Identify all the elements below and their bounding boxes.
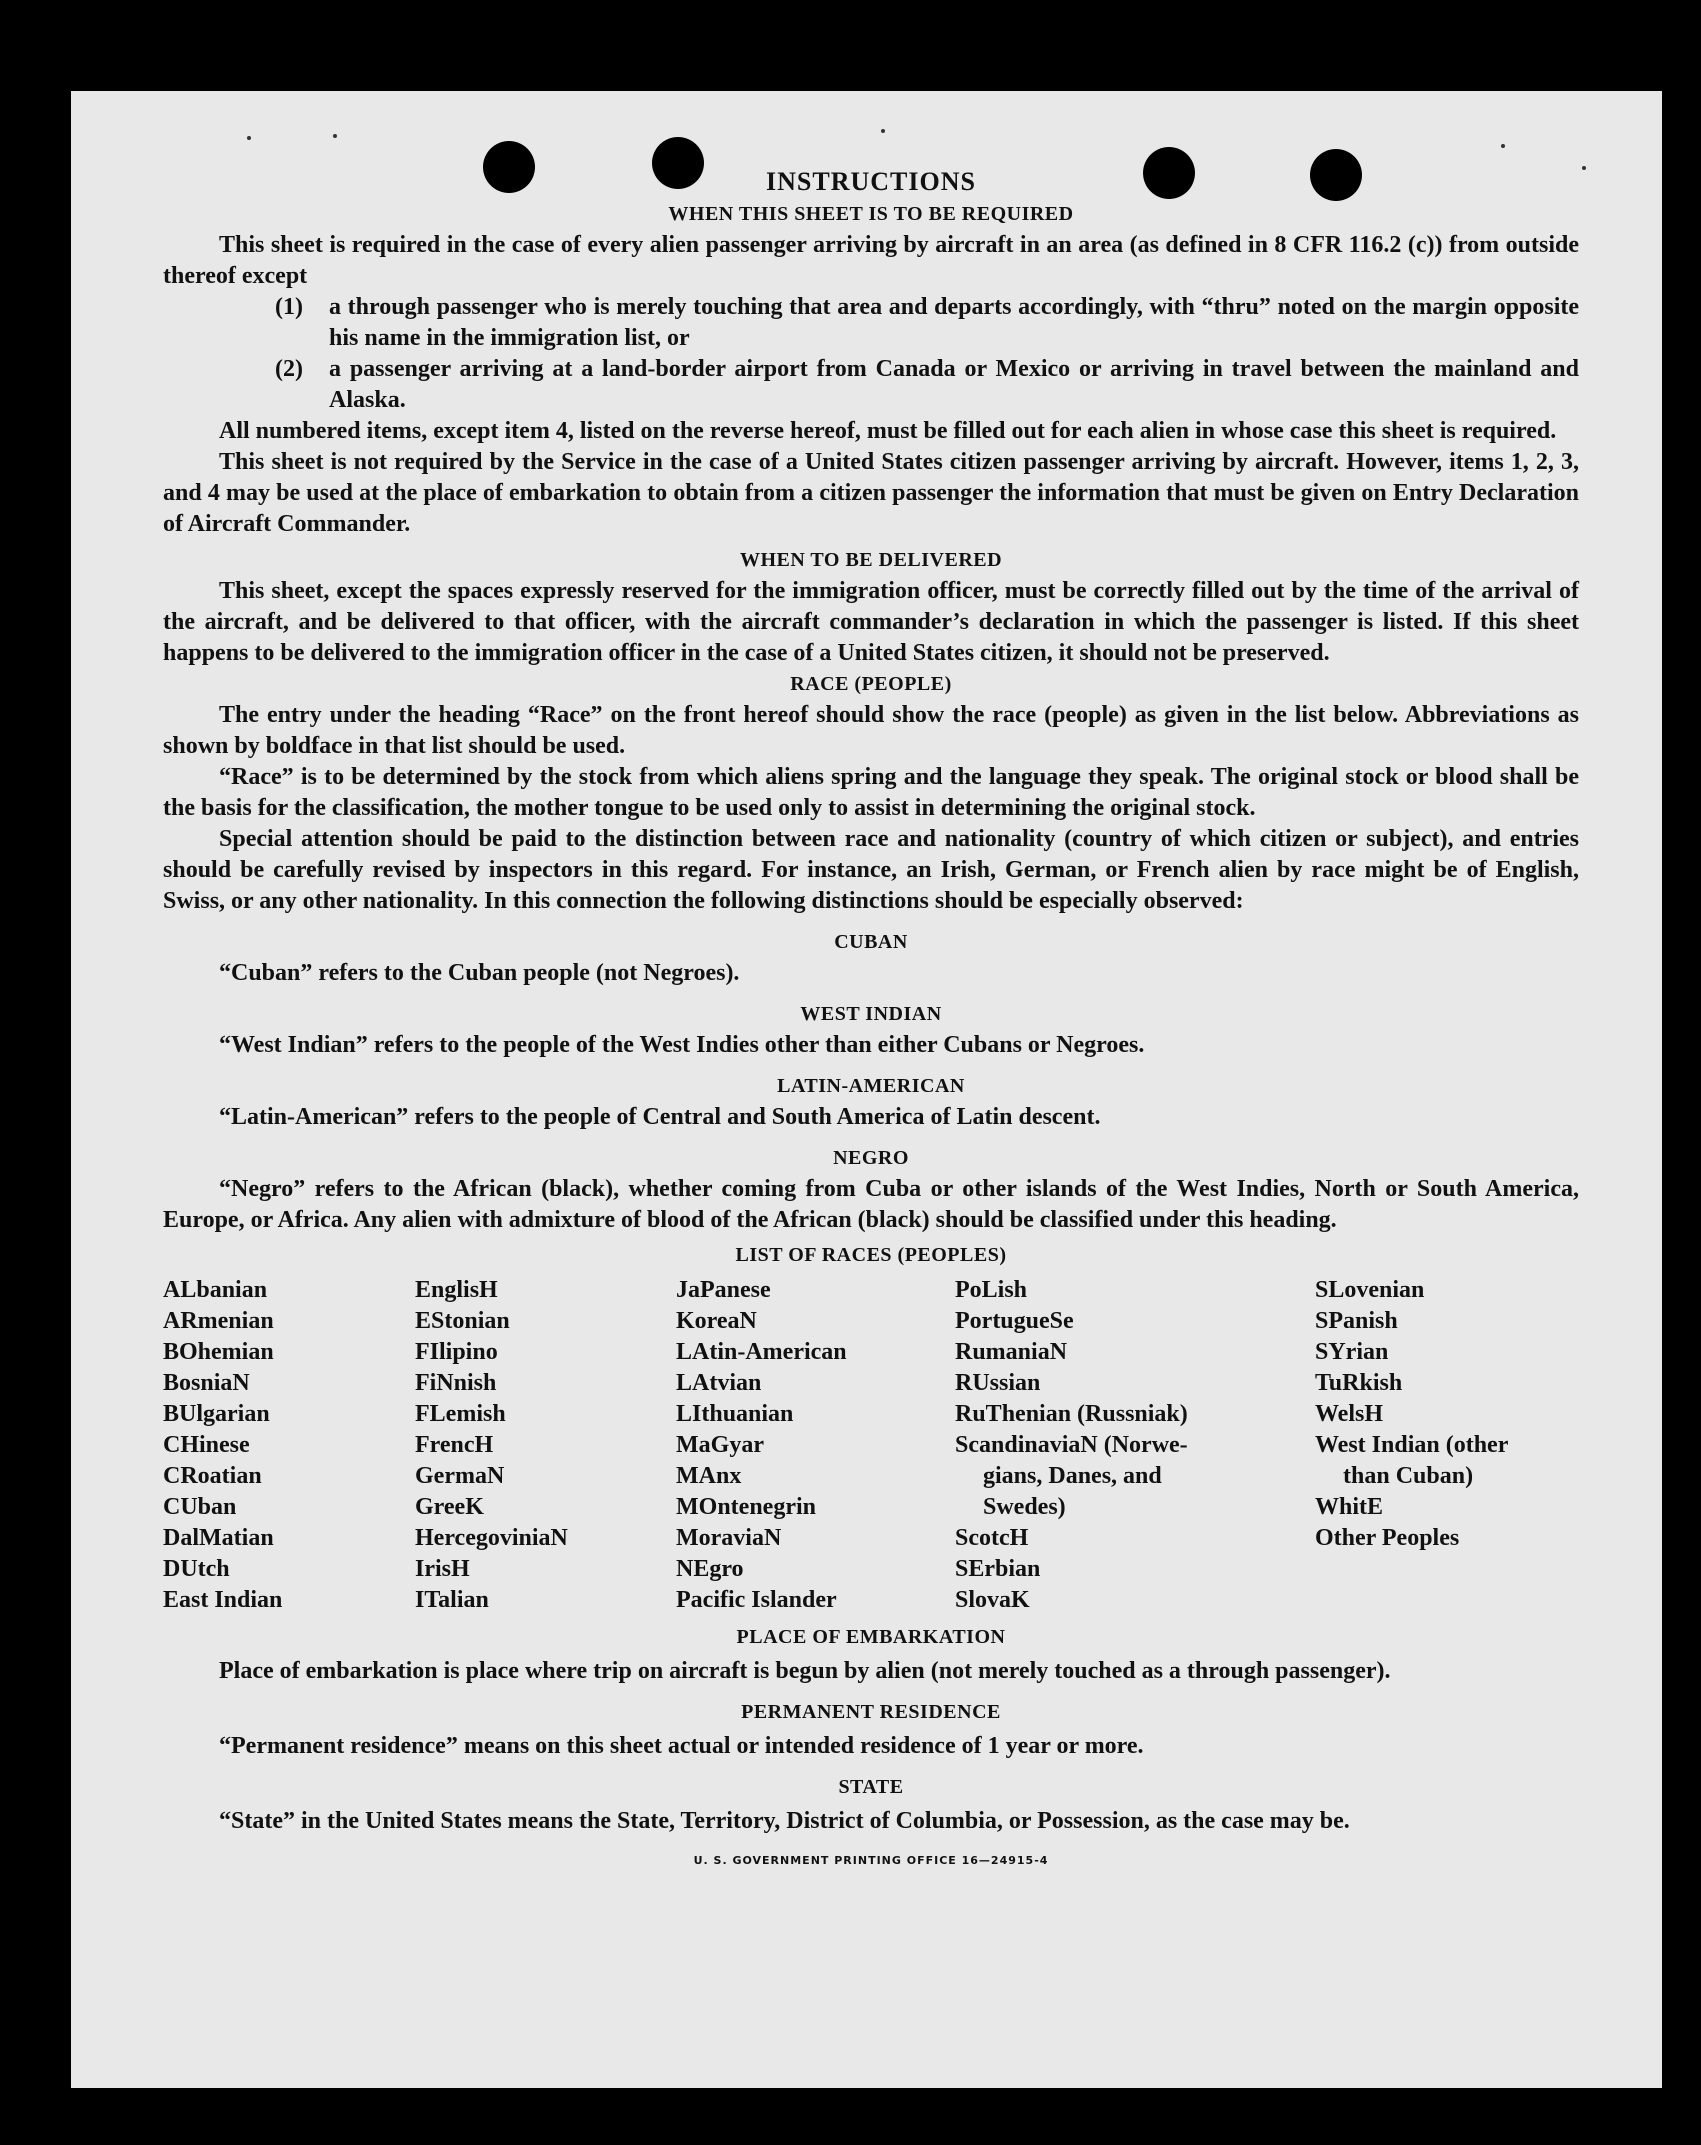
race-entry: MAnx [676,1463,742,1489]
races-column-4 [955,1275,1315,1616]
race-entry: IrisH [415,1556,470,1582]
race-entry: FrencH [415,1432,494,1458]
paragraph-state: “State” in the United States means the State, Territory, District of Columbia, or Possession, as the case may be. [219,1808,1350,1834]
exception-number: (2) [275,356,303,382]
distinction-heading-latin-american: LATIN-AMERICAN [777,1075,965,1097]
speck-mark [1501,144,1505,148]
race-entry: LAtin-American [676,1339,847,1365]
race-entry: West Indian (other [1315,1432,1509,1458]
race-entry: SlovaK [955,1587,1030,1613]
distinction-text-cuban: “Cuban” refers to the Cuban people (not Negroes). [219,960,740,986]
race-entry: RumaniaN [955,1339,1068,1365]
document-sheet [71,91,1662,2088]
distinction-heading-west-indian: WEST INDIAN [800,1003,942,1025]
race-entry: ScotcH [955,1525,1029,1551]
race-entry: BosniaN [163,1370,250,1396]
race-entry: FiNnish [415,1370,497,1396]
race-entry: EStonian [415,1308,510,1334]
paragraph-numbered-items: All numbered items, except item 4, listed on the reverse hereof, must be filled out for each alien in whose case this sheet is required. [219,418,1557,444]
paragraph-race-entry: The entry under the heading “Race” on the front hereof should show the race (people) as given in the list below. Abbreviations as shown by boldface in that list should be used. [163,702,1579,759]
races-list [163,1275,1579,1616]
paragraph-required-intro: This sheet is required in the case of every alien passenger arriving by aircraft in an area (as defined in 8 CFR 116.2 (c)) from outside thereof except [163,232,1579,289]
speck-mark [333,134,337,138]
distinction-heading-negro: NEGRO [833,1147,909,1169]
paragraph-residence: “Permanent residence” means on this sheet actual or intended residence of 1 year or more. [219,1733,1144,1759]
race-entry: Pacific Islander [676,1587,837,1613]
distinction-heading-cuban: CUBAN [834,931,908,953]
race-entry: SErbian [955,1556,1041,1582]
race-entry: WelsH [1315,1401,1384,1427]
page-title: INSTRUCTIONS [766,167,976,196]
race-entry: GermaN [415,1463,505,1489]
race-entry: SPanish [1315,1308,1398,1334]
race-entry: East Indian [163,1587,283,1613]
race-entry: DalMatian [163,1525,274,1551]
race-entry: ALbanian [163,1277,268,1303]
race-entry: ScandinaviaN (Norwe- [955,1432,1188,1458]
races-column-5 [1315,1275,1579,1616]
exception-number: (1) [275,294,303,320]
race-entry: MaGyar [676,1432,764,1458]
race-entry: Swedes) [983,1494,1066,1520]
section-heading-delivered: WHEN TO BE DELIVERED [739,549,1003,571]
race-entry: TuRkish [1315,1370,1403,1396]
section-heading-race: RACE (PEOPLE) [790,673,952,695]
race-entry: Other Peoples [1315,1525,1460,1551]
race-entry: WhitE [1315,1494,1384,1520]
race-entry: FIlipino [415,1339,498,1365]
race-entry: SLovenian [1315,1277,1425,1303]
paragraph-race-definition: “Race” is to be determined by the stock from which aliens spring and the language they speak. The original stock or blood shall be the basis for the classification, the mother tongue to be used only to assist in determining the original stock. [163,764,1579,821]
section-heading-embarkation: PLACE OF EMBARKATION [736,1626,1006,1648]
paragraph-delivered: This sheet, except the spaces expressly reserved for the immigration officer, must be correctly filled out by the time of the arrival of the aircraft, and be delivered to that officer, with the aircraft commander’s declaration in which the passenger is listed. If this sheet happens to be delivered to the immigration officer in the case of a United States citizen, it should not be preserved. [163,578,1579,666]
race-entry: BUlgarian [163,1401,270,1427]
exception-text: a passenger arriving at a land-border airport from Canada or Mexico or arriving in travel between the mainland and Alaska. [329,356,1579,413]
exception-text: a through passenger who is merely touching that area and departs accordingly, with “thru” noted on the margin opposite his name in the immigration list, or [329,294,1579,351]
printer-imprint: U. S. GOVERNMENT PRINTING OFFICE 16—24915-4 [693,1854,1049,1867]
exception-item-1 [163,292,1579,354]
race-entry: gians, Danes, and [983,1463,1162,1489]
race-entry: CRoatian [163,1463,262,1489]
instructions-content [163,165,1579,1876]
section-heading-required: WHEN THIS SHEET IS TO BE REQUIRED [668,203,1074,225]
section-heading-residence: PERMANENT RESIDENCE [741,1701,1001,1723]
paragraph-citizen-passenger: This sheet is not required by the Service in the case of a United States citizen passenger arriving by aircraft. However, items 1, 2, 3, and 4 may be used at the place of embarkation to obtain from a citizen passenger the information that must be given on Entry Declaration of Aircraft Commander. [163,449,1579,537]
paragraph-race-nationality: Special attention should be paid to the distinction between race and nationality (country of which citizen or subject), and entries should be carefully revised by inspectors in this regard. For instance, an Irish, German, or French alien by race might be of English, Swiss, or any other nationality. In this connection the following distinctions should be especially observed: [163,826,1579,914]
race-entry: ARmenian [163,1308,274,1334]
distinction-text-latin-american: “Latin-American” refers to the people of Central and South America of Latin descent. [219,1104,1101,1130]
race-entry: RuThenian (Russniak) [955,1401,1188,1427]
distinction-text-negro: “Negro” refers to the African (black), whether coming from Cuba or other islands of the West Indies, North or South America, Europe, or Africa. Any alien with admixture of blood of the African (black) should be classified under this heading. [163,1176,1579,1233]
race-entry: MoraviaN [676,1525,782,1551]
speck-mark [1582,166,1586,170]
race-entry: ITalian [415,1587,489,1613]
race-entry: BOhemian [163,1339,274,1365]
speck-mark [881,129,885,133]
section-heading-state: STATE [838,1776,904,1798]
race-entry: than Cuban) [1343,1463,1474,1489]
races-column-2 [415,1275,676,1616]
races-list-heading: LIST OF RACES (PEOPLES) [735,1244,1007,1266]
races-column-3 [676,1275,955,1616]
paragraph-embarkation: Place of embarkation is place where trip on aircraft is begun by alien (not merely touched as a through passenger). [219,1658,1391,1684]
race-entry: LIthuanian [676,1401,794,1427]
race-entry: CHinese [163,1432,250,1458]
race-entry: NEgro [676,1556,744,1582]
race-entry: LAtvian [676,1370,762,1396]
race-entry: RUssian [955,1370,1041,1396]
race-entry: DUtch [163,1556,230,1582]
race-entry: SYrian [1315,1339,1389,1365]
exception-item-2 [163,354,1579,416]
race-entry: FLemish [415,1401,506,1427]
race-entry: KoreaN [676,1308,757,1334]
race-entry: JaPanese [676,1277,771,1303]
race-entry: CUban [163,1494,237,1520]
race-entry: PoLish [955,1277,1028,1303]
races-column-1 [163,1275,415,1616]
race-entry: EnglisH [415,1277,498,1303]
race-entry: MOntenegrin [676,1494,816,1520]
race-entry: GreeK [415,1494,484,1520]
distinction-text-west-indian: “West Indian” refers to the people of the West Indies other than either Cubans or Negroes. [219,1032,1145,1058]
speck-mark [247,136,251,140]
race-entry: PortugueSe [955,1308,1074,1334]
race-entry: HercegoviniaN [415,1525,568,1551]
